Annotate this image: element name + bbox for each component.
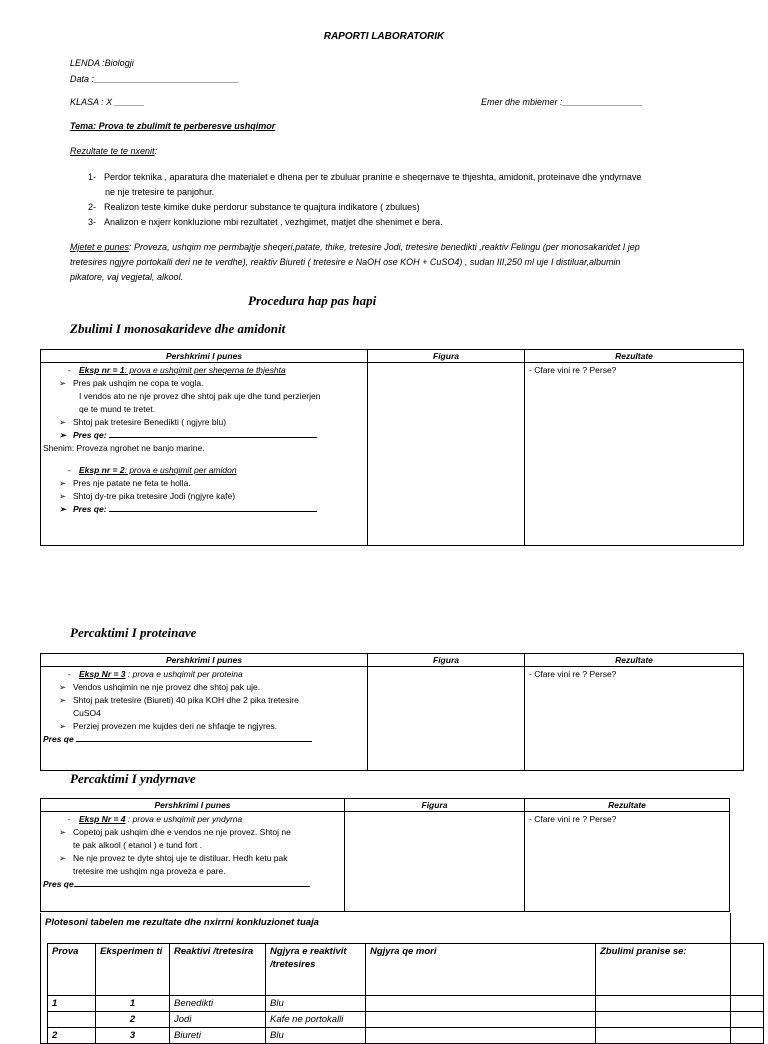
detection-cell[interactable] [596, 1012, 764, 1028]
work-description: - Eksp nr = 1: prova e ushqimit per sheqerna te thjeshta ➢ Pres pak ushqim ne copa te vogla. I vendos ato ne nje provez dhe shtoj pak uje dhe tund perzierjen qe te mund te tretet. ➢ Shtoj pak tretesire Benedikti ( ngjyre blu) ➢ Pres qe: Shenim: Proveza ngrohet ne banjo marine. - Eksp nr = 2: prova e ushqimit per amidon ➢ Pres nje patate ne feta te holla. ➢ Shtoj dy-tre pika tretesire Jodi (ngjyre kafe) ➢ Pres qe: [43, 365, 321, 514]
work-description: - Eksp Nr = 3 : prova e ushqimit per proteina ➢ Vendos ushqimin ne nje provez dhe shtoj pak uje. ➢ Shtoj pak tretesire (Biureti) 40 pika KOH dhe 2 pika tretesire CuSO4 ➢ Perziej provezen me kujdes deri ne shfaqje te ngjyres. Pres qe [41, 667, 367, 747]
header-ngjyra-reaktivit: Ngjyra e reaktivit /tretesires [266, 944, 366, 996]
results-header-row [48, 944, 764, 996]
results-cell[interactable]: - Cfare vini re ? Perse? [529, 365, 617, 375]
header-eksperimenti: Eksperimen ti [96, 944, 170, 996]
detection-cell[interactable] [596, 996, 764, 1012]
results-caption: Plotesoni tabelen me rezultate dhe nxirrni konkluzionet tuaja [45, 917, 319, 928]
col-results: Rezultate [525, 654, 744, 667]
header-prova: Prova [48, 944, 96, 996]
topic-heading: Tema: Prova te zbulimit te perberesve ushqimor [70, 121, 276, 131]
table-row: 1 1 Benedikti Blu [48, 996, 764, 1012]
procedure-heading: Procedura hap pas hapi [248, 293, 377, 308]
results-summary-box [40, 913, 731, 1044]
objectives-list [88, 170, 708, 230]
col-figure: Figura [368, 350, 525, 363]
class-field: KLASA : X ______ [70, 97, 145, 107]
answer-blank[interactable] [109, 503, 317, 512]
fat-table [40, 798, 730, 912]
section1-heading: Zbulimi I monosakarideve dhe amidonit [70, 321, 286, 336]
col-description: Pershkrimi I punes [41, 654, 368, 667]
detection-cell[interactable] [596, 1028, 764, 1044]
color-obtained-cell[interactable] [366, 996, 596, 1012]
table-row: 2 3 Biureti Blu [48, 1028, 764, 1044]
header-zbulimi: Zbulimi pranise se: [596, 944, 764, 996]
protein-table [40, 653, 744, 771]
col-figure: Figura [345, 799, 525, 812]
header-reaktivi: Reaktivi /tretesira [170, 944, 266, 996]
section3-heading: Percaktimi I yndyrnave [70, 771, 196, 786]
col-description: Pershkrimi I punes [41, 799, 345, 812]
report-title: RAPORTI LABORATORIK [323, 31, 445, 42]
objective-item: 1- Perdor teknika , aparatura dhe materialet e dhena per te zbuluar pranine e sheqernave te thjeshta, amidonit, proteinave dhe yndyrnave ne nje tretesire te panjohur. [88, 172, 642, 197]
section2-heading: Percaktimi I proteinave [70, 625, 197, 640]
figure-cell[interactable] [345, 812, 525, 912]
subject-label: LENDA :Biologji [70, 58, 134, 68]
color-obtained-cell[interactable] [366, 1012, 596, 1028]
expected-results-heading: Rezultate te te nxenit: [70, 146, 158, 156]
col-description: Pershkrimi I punes [41, 350, 368, 363]
work-description: - Eksp Nr = 4 : prova e ushqimit per yndyrna ➢ Copetoj pak ushqim dhe e vendos ne nje provez. Shtoj ne te pak alkool ( etanol ) e tund fort . ➢ Ne nje provez te dyte shtoj uje te distiluar. Hedh ketu pak tretesire me ushqim nga proveza e pare. Pres qe [41, 812, 344, 892]
header-ngjyra-qe-mori: Ngjyra qe mori [366, 944, 596, 996]
answer-blank[interactable] [74, 878, 310, 887]
col-results: Rezultate [525, 350, 744, 363]
objective-item: 2- Realizon teste kimike duke perdorur substance te quajtura indikatore ( zbulues) [88, 202, 420, 212]
figure-cell[interactable] [368, 667, 525, 771]
results-table [47, 943, 764, 1044]
answer-blank[interactable] [76, 733, 312, 742]
date-field: Data :_____________________________ [70, 74, 240, 84]
results-cell[interactable]: - Cfare vini re ? Perse? [529, 814, 617, 824]
materials-paragraph: Mjetet e punes: Proveza, ushqim me permbajtje sheqeri,patate, thike, tretesire Jodi, tretesire benedikti ,reaktiv Felingu (per monosakaridet I jep tretesires ngjyre portokalli deri ne te verdhe), reaktiv Biureti ( tretesire e NaOH ose KOH + CuSO4) , sudan III,250 ml uje I distiluar,albumin pikatore, vaj vegjetal, alkool. [70, 242, 640, 282]
col-figure: Figura [368, 654, 525, 667]
answer-blank[interactable] [109, 429, 317, 438]
monosaccharide-starch-table [40, 349, 744, 546]
color-obtained-cell[interactable] [366, 1028, 596, 1044]
figure-cell[interactable] [368, 363, 525, 546]
objective-item: 3- Analizon e nxjerr konkluzione mbi rezultatet , vezhgimet, matjet dhe shenimet e bera. [88, 217, 443, 227]
results-cell[interactable]: - Cfare vini re ? Perse? [529, 669, 617, 679]
table-row: 2 Jodi Kafe ne portokalli [48, 1012, 764, 1028]
name-field: Emer dhe mbiemer :________________ [481, 97, 643, 107]
col-results: Rezultate [525, 799, 730, 812]
